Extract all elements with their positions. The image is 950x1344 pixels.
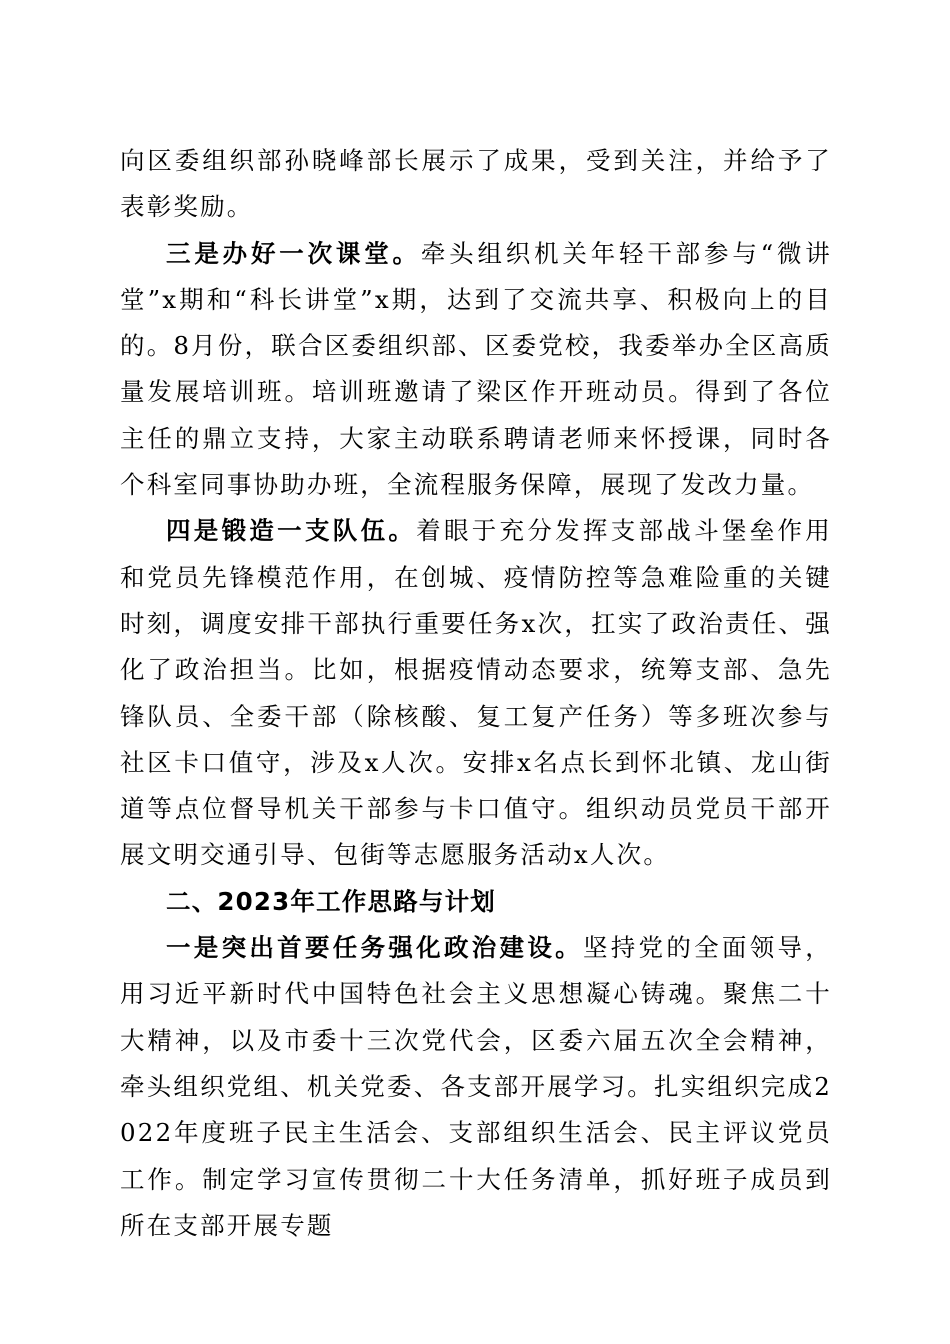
paragraph-continuation xyxy=(120,138,832,231)
paragraph-text: 向区委组织部孙晓峰部长展示了成果，受到关注，并给予了表彰奖励。 xyxy=(120,146,832,222)
paragraph-lead: 一是突出首要任务强化政治建设。 xyxy=(166,933,583,963)
paragraph-text: 牵头组织机关年轻干部参与“微讲堂”x期和“科长讲堂”x期，达到了交流共享、积极向上的目的。8月份，联合区委组织部、区委党校，我委举办全区高质量发展培训班。培训班邀请了梁区作开班动员。得到了各位主任的鼎立支持，大家主动联系聘请老师来怀授课，同时各个科室同事协助办班，全流程服务保障，展现了发改力量。 xyxy=(120,238,832,500)
section-heading xyxy=(120,879,832,925)
section-heading-text: 二、2023年工作思路与计划 xyxy=(166,886,496,916)
paragraph-lead: 四是锻造一支队伍。 xyxy=(166,516,417,546)
paragraph-classroom xyxy=(120,231,832,509)
paragraph-text: 坚持党的全面领导，用习近平新时代中国特色社会主义思想凝心铸魂。聚焦二十大精神，以及市委十三次党代会，区委六届五次全会精神，牵头组织党组、机关党委、各支部开展学习。扎实组织完成2022年度班子民主生活会、支部组织生活会、民主评议党员工作。制定学习宣传贯彻二十大任务清单，抓好班子成员到所在支部开展专题 xyxy=(120,933,832,1240)
paragraph-text: 着眼于充分发挥支部战斗堡垒作用和党员先锋模范作用，在创城、疫情防控等急难险重的关键时刻，调度安排干部执行重要任务x次，扛实了政治责任、强化了政治担当。比如，根据疫情动态要求，统筹支部、急先锋队员、全委干部（除核酸、复工复产任务）等多班次参与社区卡口值守，涉及x人次。安排x名点长到怀北镇、龙山街道等点位督导机关干部参与卡口值守。组织动员党员干部开展文明交通引导、包街等志愿服务活动x人次。 xyxy=(120,516,832,870)
paragraph-lead: 三是办好一次课堂。 xyxy=(166,238,421,268)
paragraph-political-building xyxy=(120,925,832,1249)
paragraph-team xyxy=(120,508,832,878)
